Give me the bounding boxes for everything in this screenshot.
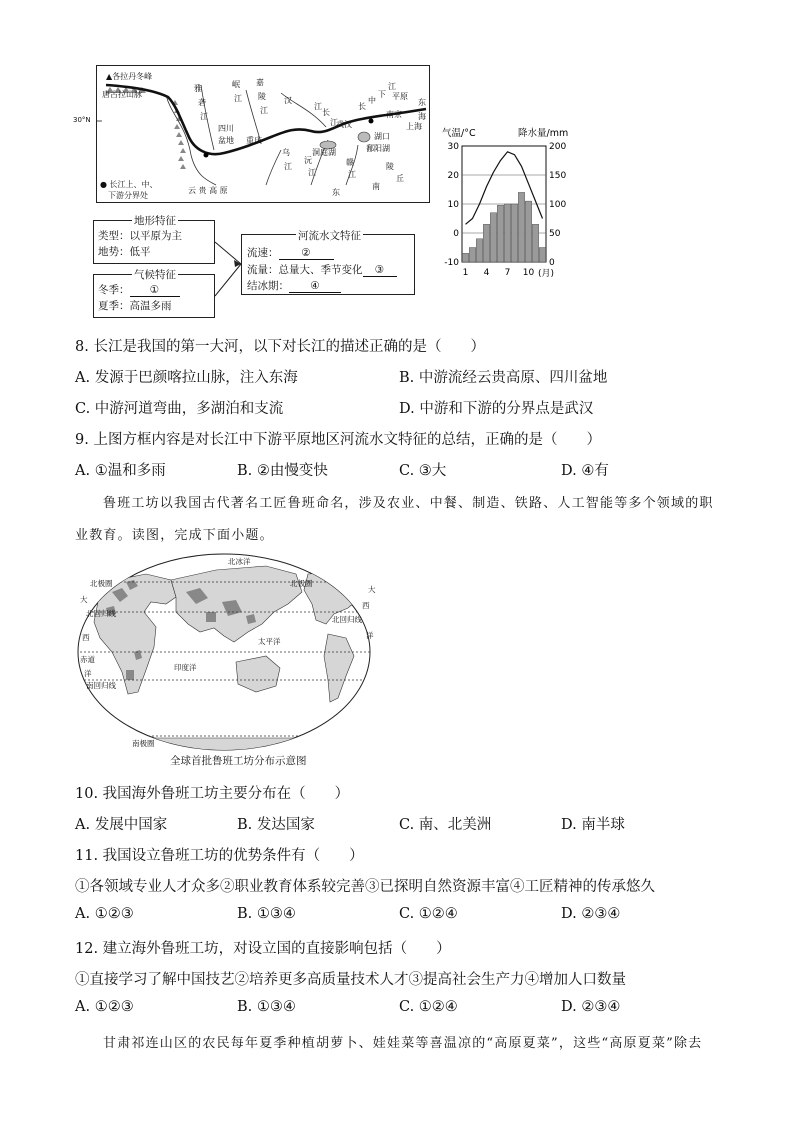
precip-bar	[483, 224, 489, 262]
q11-items: ①各领域专业人才众多②职业教育体系较完善③已探明自然资源丰富④工匠精神的传承悠久	[75, 879, 655, 895]
world-map-caption: 全球首批鲁班工坊分布示意图	[170, 755, 307, 767]
x-tick-label: 10	[522, 268, 535, 278]
world-map	[76, 552, 376, 752]
svg-text:云 贵 高 原: 云 贵 高 原	[188, 186, 228, 195]
q12-stem: 12. 建立海外鲁班工坊，对设立国的直接影响包括（ ）	[75, 941, 451, 957]
passage-gansu-line1: 甘肃祁连山区的农民每年夏季种植胡萝卜、娃娃菜等喜温凉的“高原夏菜”，这些“高原夏菜”除去	[103, 1036, 703, 1051]
map-label-tanggula: 唐古拉山脉	[102, 90, 142, 99]
q12-option-a[interactable]: A. ①②③	[75, 999, 134, 1015]
svg-text:陵: 陵	[386, 162, 394, 171]
y-right-tick: 200	[549, 142, 567, 152]
chart-left-title: 气温/°C	[442, 128, 476, 139]
q9-option-d[interactable]: D. ④有	[561, 463, 609, 479]
svg-text:江: 江	[200, 112, 208, 121]
q12-items: ①直接学习了解中国技艺②培养更多高质量技术人才③提高社会生产力④增加人口数量	[75, 972, 626, 988]
precip-bar	[518, 192, 524, 262]
q10-stem: 10. 我国海外鲁班工坊主要分布在（ ）	[75, 786, 350, 802]
q12-option-b[interactable]: B. ①③④	[237, 999, 296, 1015]
precip-bar	[462, 253, 468, 262]
blank-2: ②	[279, 247, 334, 260]
svg-text:洞庭湖: 洞庭湖	[312, 148, 336, 157]
precip-bar	[504, 204, 510, 262]
map-label-geladandong: ▲各拉丹冬峰	[106, 72, 153, 81]
yangtze-river-map	[96, 65, 430, 203]
svg-text:丘: 丘	[396, 174, 404, 183]
y-right-tick: 150	[549, 171, 567, 181]
svg-text:西: 西	[82, 633, 90, 642]
river-speed: 流速： ②	[247, 245, 334, 260]
y-right-tick: 0	[549, 258, 555, 268]
blank-1: ①	[130, 284, 180, 297]
y-left-tick: 0	[453, 229, 459, 239]
svg-text:印度洋: 印度洋	[174, 663, 197, 672]
precip-bar	[490, 213, 496, 262]
svg-text:南: 南	[372, 182, 380, 191]
svg-text:江: 江	[330, 118, 338, 127]
climate-summer: 夏季：高温多雨	[98, 300, 172, 312]
svg-text:北极圈: 北极圈	[90, 579, 113, 588]
q8-stem: 8. 长江是我国的第一大河，以下对长江的描述正确的是（ ）	[75, 339, 485, 355]
svg-text:太平洋: 太平洋	[258, 637, 281, 646]
svg-text:雅: 雅	[194, 84, 202, 93]
svg-text:北冰洋: 北冰洋	[228, 557, 251, 566]
q9-stem: 9. 上图方框内容是对长江中下游平原地区河流水文特征的总结，正确的是（ ）	[75, 432, 601, 448]
month-unit: (月)	[538, 269, 555, 279]
y-right-tick: 50	[549, 229, 561, 239]
svg-text:下游分界处: 下游分界处	[108, 191, 148, 200]
svg-text:盆地: 盆地	[218, 136, 234, 145]
q11-option-b[interactable]: B. ①③④	[237, 906, 296, 922]
svg-text:洋: 洋	[84, 669, 92, 678]
y-left-tick: -10	[444, 258, 459, 268]
y-left-tick: 10	[447, 200, 459, 210]
svg-text:赣: 赣	[346, 158, 354, 167]
svg-text:岷: 岷	[232, 80, 240, 89]
q9-option-c[interactable]: C. ③大	[399, 463, 447, 479]
precip-bar	[469, 248, 475, 263]
svg-text:北回归线: 北回归线	[332, 615, 362, 624]
x-tick-label: 4	[483, 268, 490, 278]
svg-text:南极圈: 南极圈	[132, 739, 155, 748]
y-right-tick: 100	[549, 200, 567, 210]
terrain-slope: 地势：低平	[98, 246, 151, 258]
lat-30-label: 30°N	[73, 116, 91, 124]
svg-text:江: 江	[314, 102, 322, 111]
svg-text:西: 西	[362, 601, 370, 610]
svg-text:南回归线: 南回归线	[86, 681, 116, 690]
svg-text:江: 江	[260, 106, 268, 115]
svg-text:江: 江	[348, 170, 356, 179]
x-tick-label: 1	[462, 268, 469, 278]
q12-option-c[interactable]: C. ①②④	[399, 999, 458, 1015]
svg-text:四川: 四川	[218, 124, 234, 133]
svg-text:砻: 砻	[198, 98, 206, 107]
blank-4: ④	[289, 280, 341, 293]
svg-text:北极圈: 北极圈	[290, 579, 313, 588]
svg-text:江: 江	[284, 162, 292, 171]
svg-text:北回归线: 北回归线	[86, 609, 116, 618]
q10-option-c[interactable]: C. 南、北美洲	[399, 817, 492, 833]
q11-stem: 11. 我国设立鲁班工坊的优势条件有（ ）	[75, 848, 364, 864]
svg-text:武汉: 武汉	[336, 120, 352, 129]
terrain-type: 类型：以平原为主	[98, 230, 182, 242]
river-box-title: 河流水文特征	[298, 230, 361, 242]
svg-text:乌: 乌	[282, 148, 290, 157]
svg-text:湖口: 湖口	[374, 132, 390, 141]
precip-bar	[532, 224, 538, 262]
x-tick-label: 7	[504, 268, 511, 278]
climate-chart	[440, 124, 580, 284]
svg-text:沅: 沅	[304, 156, 312, 165]
svg-text:平原: 平原	[392, 92, 408, 101]
q10-option-d[interactable]: D. 南半球	[561, 817, 625, 833]
svg-text:东: 东	[418, 98, 426, 107]
precip-bar	[497, 205, 503, 262]
svg-text:南京: 南京	[386, 110, 402, 119]
svg-text:江: 江	[308, 168, 316, 177]
svg-text:陵: 陵	[258, 92, 266, 101]
svg-text:江: 江	[388, 82, 396, 91]
q11-option-a[interactable]: A. ①②③	[75, 906, 134, 922]
svg-text:鄱阳湖: 鄱阳湖	[366, 144, 390, 153]
svg-text:中: 中	[368, 96, 376, 105]
svg-text:汉: 汉	[284, 96, 292, 105]
svg-text:下: 下	[378, 90, 386, 99]
q8-option-c[interactable]: C. 中游河道弯曲，多湖泊和支流	[75, 401, 284, 417]
svg-text:上海: 上海	[406, 122, 422, 131]
svg-text:大: 大	[368, 585, 376, 594]
blank-3: ③	[363, 264, 397, 277]
precip-bar	[525, 201, 531, 262]
q11-option-d[interactable]: D. ②③④	[561, 906, 621, 922]
q9-option-a[interactable]: A. ①温和多雨	[75, 463, 166, 479]
svg-text:长: 长	[322, 108, 330, 117]
q8-option-d[interactable]: D. 中游和下游的分界点是武汉	[399, 401, 594, 417]
svg-text:江: 江	[234, 94, 242, 103]
precip-bar	[511, 204, 517, 262]
q8-option-a[interactable]: A. 发源于巴颜喀拉山脉，注入东海	[75, 370, 298, 386]
q9-option-b[interactable]: B. ②由慢变快	[237, 463, 328, 479]
climate-box-title: 气候特征	[134, 269, 176, 281]
y-left-tick: 20	[447, 171, 459, 181]
climate-winter: 冬季： ①	[98, 282, 180, 297]
q10-option-a[interactable]: A. 发展中国家	[75, 817, 168, 833]
svg-text:重庆: 重庆	[246, 136, 262, 145]
svg-text:海: 海	[418, 112, 426, 121]
river-flow: 流量：总量大、季节变化 ③	[247, 262, 397, 277]
y-left-tick: 30	[447, 142, 459, 152]
svg-text:洋: 洋	[366, 631, 374, 640]
svg-text:大: 大	[80, 595, 88, 604]
river-ice: 结冰期： ④	[247, 278, 341, 293]
passage-luban-line2: 业教育。读图，完成下面小题。	[75, 528, 274, 543]
passage-luban-line1: 鲁班工坊以我国古代著名工匠鲁班命名，涉及农业、中餐、制造、铁路、人工智能等多个领域的职	[103, 496, 714, 511]
precip-bar	[539, 248, 545, 263]
q11-option-c[interactable]: C. ①②④	[399, 906, 458, 922]
svg-text:赤道: 赤道	[80, 655, 95, 664]
svg-text:东: 东	[332, 188, 340, 197]
q8-option-b[interactable]: B. 中游流经云贵高原、四川盆地	[399, 370, 608, 386]
svg-text:长: 长	[358, 102, 366, 111]
continent-antarctica	[76, 738, 372, 752]
precip-bar	[476, 239, 482, 262]
chart-right-title: 降水量/mm	[518, 128, 569, 139]
q10-option-b[interactable]: B. 发达国家	[237, 817, 315, 833]
svg-text:嘉: 嘉	[256, 78, 264, 87]
terrain-box-title: 地形特征	[134, 215, 176, 227]
svg-text:● 长江上、中、: ● 长江上、中、	[100, 180, 158, 189]
q12-option-d[interactable]: D. ②③④	[561, 999, 621, 1015]
